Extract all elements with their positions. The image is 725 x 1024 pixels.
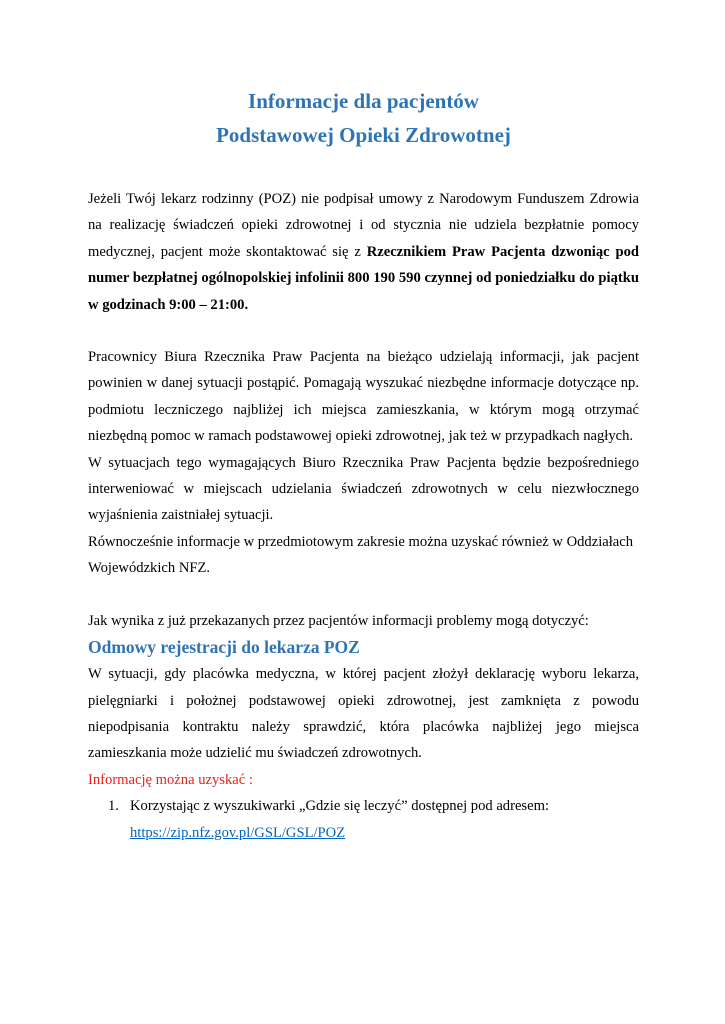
section-heading: Odmowy rejestracji do lekarza POZ [88,637,360,658]
list-item-text: Korzystając z wyszukiwarki „Gdzie się leczyć” dostępnej pod adresem: [130,798,549,815]
title-line-2: Podstawowej Opieki Zdrowotnej [216,123,511,147]
list-item [88,793,639,846]
document-title [88,84,639,152]
spacer [88,582,639,608]
intro-hotline-text: Rzecznikiem Praw Pacjenta dzwoniąc pod numer bezpłatnej ogólnopolskiej infolinii 800 190 590 czynnej od poniedziałku do piątku w godzinach 9:00 – 21:00. [88,243,640,313]
paragraph-staff-info: Pracownicy Biura Rzecznika Praw Pacjenta na bieżąco udzielają informacji, jak pacjent powinien w danej sytuacji postąpić. Pomagają wyszukać niezbędne informacje dotyczące np. podmiotu leczniczego najbliżej ich miejsca zamieszkania, w którym mogą otrzymać niezbędną pomoc w ramach podstawowej opieki zdrowotnej, jak też w przypadkach nagłych. [88,349,639,445]
paragraph-nfz-branches: Równocześnie informacje w przedmiotowym zakresie można uzyskać również w Oddziałach Wojewódzkich NFZ. [88,533,634,577]
info-label: Informację można uzyskać : [88,771,253,788]
list-number: 1. [108,798,119,815]
intro-text: Jeżeli Twój lekarz rodzinny (POZ) nie podpisał umowy z Narodowym Funduszem Zdrowia na realizację świadczeń opieki zdrowotnej i od stycznia nie udziela bezpłatnie pomocy medycznej, pacjent może skontaktować się z [88,191,639,260]
gsl-link[interactable]: https://zip.nfz.gov.pl/GSL/GSL/POZ [130,824,346,841]
paragraph-intervention: W sytuacjach tego wymagających Biuro Rzecznika Praw Pacjenta będzie bezpośredniego interweniować w miejscach udzielania świadczeń zdrowotnych w celu niezwłocznego wyjaśnienia zaistniałej sytuacji. [88,454,639,524]
info-list [88,793,639,846]
spacer [88,318,639,344]
paragraph-problems-intro: Jak wynika z już przekazanych przez pacjentów informacji problemy mogą dotyczyć: [88,612,589,629]
document-page [88,84,639,846]
intro-paragraph [88,186,639,318]
title-line-1: Informacje dla pacjentów [248,89,479,113]
section-body: W sytuacji, gdy placówka medyczna, w której pacjent złożył deklarację wyboru lekarza, pielęgniarki i położnej podstawowej opieki zdrowotnej, jest zamknięta z powodu niepodpisania kontraktu należy sprawdzić, która placówka najbliżej jego miejsca zamieszkania może udzielić mu świadczeń zdrowotnych. [88,666,639,762]
